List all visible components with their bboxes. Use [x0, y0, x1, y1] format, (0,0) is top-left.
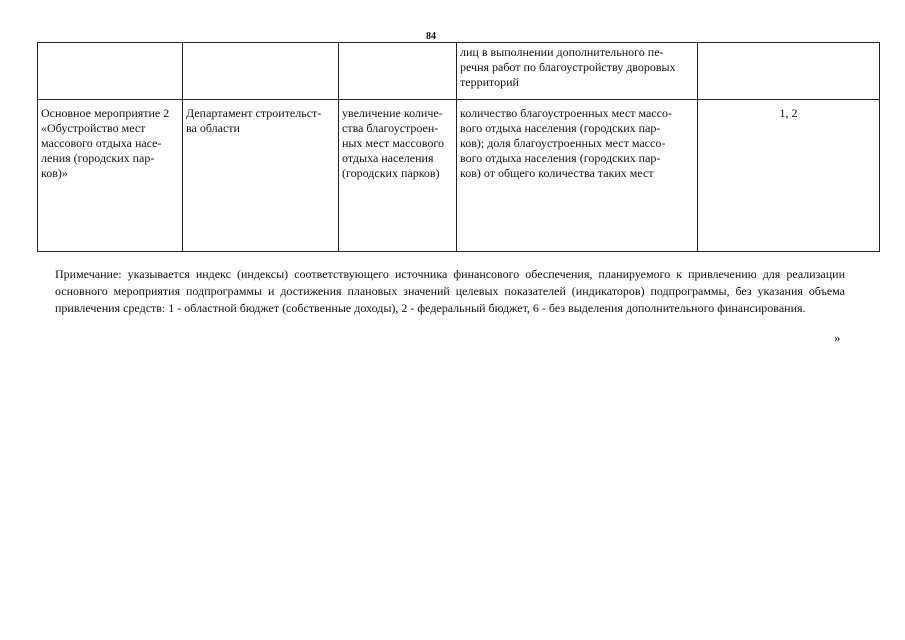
table-cell-result: увеличение количе- ства благоустроен- ных мест массового отдыха населения (городских парков) — [339, 100, 457, 252]
table-cell-executor — [183, 43, 339, 100]
table-cell-executor: Департамент строительст- ва области — [183, 100, 339, 252]
table-cell-source-index — [698, 43, 880, 100]
table-cell-activity: Основное мероприятие 2 «Обустройство мест массового отдыха насе- ления (городских пар- ков)» — [38, 100, 183, 252]
program-activities-table — [37, 42, 880, 252]
table-cell-source-index: 1, 2 — [698, 100, 880, 252]
table-row — [38, 43, 880, 100]
page-number: 84 — [426, 31, 436, 42]
table-cell-activity — [38, 43, 183, 100]
table-cell-indicator: лиц в выполнении дополнительного пе- речня работ по благоустройству дворовых территорий — [457, 43, 698, 100]
table-cell-result — [339, 43, 457, 100]
table-row — [38, 100, 880, 252]
table-cell-indicator: количество благоустроенных мест массо- вого отдыха населения (городских пар- ков); доля благоустроенных мест массо- вого отдыха населения (городских пар- ков) от общего количества таких мест — [457, 100, 698, 252]
closing-quote: » — [834, 330, 841, 345]
footnote: Примечание: указывается индекс (индексы) соответствующего источника финансового обеспечения, планируемого к привлечению для реализации основного мероприятия подпрограммы и достижения плановых значений целевых показателей (индикаторов) подпрограммы, без указания объема привлечения средств: 1 - областной бюджет (собственные доходы), 2 - федеральный бюджет, 6 - без выделения дополнительного финансирования. — [55, 267, 845, 315]
